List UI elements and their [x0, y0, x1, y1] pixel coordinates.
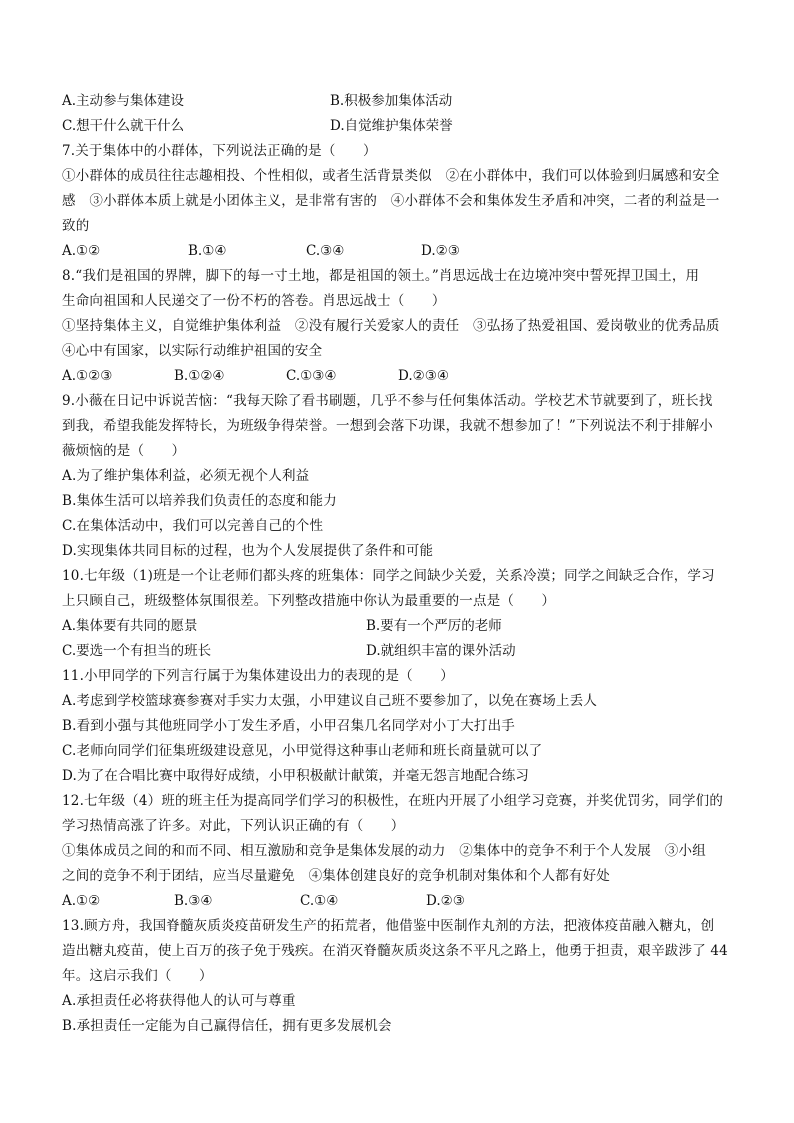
- q8-stem-line: 8.“我们是祖国的界牌，脚下的每一寸土地，都是祖国的领土。”肖思远战士在边境冲突中誓死捍卫国土，用: [62, 268, 700, 284]
- q12-statement-line: ①集体成员之间的和而不同、相互激励和竞争是集体发展的动力 ②集体中的竞争不利于个人发展 ③小组: [62, 843, 706, 859]
- q7-option-c: C.③④: [306, 243, 345, 259]
- q10-option-d: D.就组织丰富的课外活动: [366, 643, 516, 659]
- q9-option-c: C.在集体活动中，我们可以完善自己的个性: [62, 518, 324, 534]
- q13-stem-line: 年。这启示我们（ ）: [62, 968, 213, 984]
- q8-option-d: D.②③④: [398, 368, 449, 384]
- q12-option-d: D.②③: [426, 893, 465, 909]
- q12-option-b: B.③④: [174, 893, 213, 909]
- q9-stem-line: 9.小薇在日记中诉说苦恼：“我每天除了看书刷题，几乎不参与任何集体活动。学校艺术节就要到了，班长找: [62, 393, 713, 409]
- q8-statement-line: ④心中有国家，以实际行动维护祖国的安全: [62, 343, 323, 359]
- q10-stem-line: 上只顾自己，班级整体氛围很差。下列整改措施中你认为最重要的一点是（ ）: [62, 593, 556, 609]
- q11-option-a: A.考虑到学校篮球赛参赛对手实力太强，小甲建议自己班不要参加了，以免在赛场上丢人: [62, 693, 598, 709]
- q8-stem-line: 生命向祖国和人民递交了一份不朽的答卷。肖思远战士（ ）: [62, 293, 446, 309]
- q9-stem-line: 到我，希望我能发挥特长，为班级争得荣誉。一想到会落下功课，我就不想参加了！”下列说法不利于排解小: [62, 418, 713, 434]
- q7-option-d: D.②③: [421, 243, 460, 259]
- q7-option-a: A.①②: [62, 243, 101, 259]
- q7-statement-line: ①小群体的成员往往志趣相投、个性相似，或者生活背景类似 ②在小群体中，我们可以体验到归属感和安全: [62, 168, 720, 184]
- q7-statement-line: 致的: [62, 218, 90, 234]
- q8-statement-line: ①坚持集体主义，自觉维护集体利益 ②没有履行关爱家人的责任 ③弘扬了热爱祖国、爱岗敬业的优秀品质: [62, 318, 720, 334]
- q7-option-b: B.①④: [188, 243, 227, 259]
- q13-option-b: B.承担责任一定能为自己赢得信任，拥有更多发展机会: [62, 1018, 392, 1034]
- q9-option-d: D.实现集体共同目标的过程，也为个人发展提供了条件和可能: [62, 543, 434, 559]
- q6-option-a: A.主动参与集体建设: [62, 93, 185, 109]
- q6-option-c: C.想干什么就干什么: [62, 118, 185, 134]
- q13-option-a: A.承担责任必将获得他人的认可与尊重: [62, 993, 296, 1009]
- q12-statement-line: 之间的竞争不利于团结，应当尽量避免 ④集体创建良好的竞争机制对集体和个人都有好处: [62, 868, 610, 884]
- q7-statement-line: 感 ③小群体本质上就是小团体主义，是非常有害的 ④小群体不会和集体发生矛盾和冲突，二者的利益是一: [62, 193, 720, 209]
- q6-option-b: B.积极参加集体活动: [330, 93, 453, 109]
- q8-option-a: A.①②③: [62, 368, 113, 384]
- q13-stem-line: 造出糖丸疫苗，使上百万的孩子免于残疾。在消灭脊髓灰质炎这条不平凡之路上，他勇于担责，艰辛跋涉了 44: [62, 943, 728, 959]
- q6-option-d: D.自觉维护集体荣誉: [330, 118, 453, 134]
- q11-stem: 11.小甲同学的下列言行属于为集体建设出力的表现的是（ ）: [62, 668, 454, 684]
- q12-option-a: A.①②: [62, 893, 101, 909]
- q7-stem: 7.关于集体中的小群体，下列说法正确的是（ ）: [62, 143, 377, 159]
- q10-option-a: A.集体要有共同的愿景: [62, 618, 198, 634]
- q11-option-c: C.老师向同学们征集班级建设意见，小甲觉得这种事山老师和班长商量就可以了: [62, 743, 543, 759]
- q10-stem-line: 10.七年级（1)班是一个让老师们都头疼的班集体：同学之间缺少关爱，关系冷漠；同学之间缺乏合作，学习: [62, 568, 715, 584]
- q10-option-c: C.要选一个有担当的班长: [62, 643, 212, 659]
- q9-stem-line: 薇烦恼的是（ ）: [62, 443, 186, 459]
- q9-option-b: B.集体生活可以培养我们负责任的态度和能力: [62, 493, 337, 509]
- q12-option-c: C.①④: [300, 893, 339, 909]
- q8-option-c: C.①③④: [286, 368, 337, 384]
- q11-option-b: B.看到小强与其他班同学小丁发生矛盾，小甲召集几名同学对小丁大打出手: [62, 718, 516, 734]
- q13-stem-line: 13.顾方舟，我国脊髓灰质炎疫苗研发生产的拓荒者，他借鉴中医制作丸剂的方法，把液体疫苗融入糖丸，创: [62, 918, 715, 934]
- q10-option-b: B.要有一个严厉的老师: [366, 618, 502, 634]
- q12-stem-line: 学习热情高涨了许多。对此，下列认识正确的有（ ）: [62, 818, 405, 834]
- q8-option-b: B.①②④: [174, 368, 225, 384]
- q9-option-a: A.为了维护集体利益，必须无视个人利益: [62, 468, 310, 484]
- q12-stem-line: 12.七年级（4）班的班主任为提高同学们学习的积极性，在班内开展了小组学习竞赛，并奖优罚劣，同学们的: [62, 793, 724, 809]
- q11-option-d: D.为了在合唱比赛中取得好成绩，小甲积极献计献策，并毫无怨言地配合练习: [62, 768, 530, 784]
